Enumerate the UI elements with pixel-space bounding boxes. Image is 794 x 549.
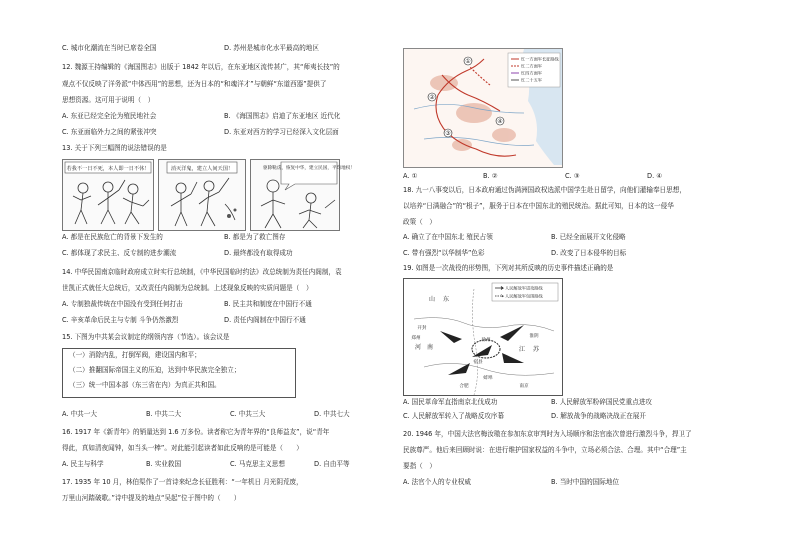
q16-line-2: 得此，真如清夜闻钟，如当头一棒”。对此能引起读者如此反响的是可能是（ ） [62,444,303,452]
q14-line-2: 世凯正式就任大总统后，又改责任内阁制为总统制。上述现象反映的实质问题是（ ） [62,284,313,292]
program-box [62,348,296,398]
q12-line-3: 思想资源。这可用于说明（ ） [62,96,155,104]
q18-option-b: B. 已经全面展开文化侵略 [551,233,626,241]
map-legend-2: 红二方面军 [521,63,542,69]
long-march-map [403,48,563,168]
q12-line-2: 观点不仅反映了洋务派“中体西用”的思想，还为日本的“和魂洋才”与朝鲜“东道西器”提供了 [62,80,327,88]
q18-option-d: D. 改变了日本侵华的目标 [551,249,627,257]
q16-option-b: B. 实业救国 [146,460,182,468]
q14-option-d: D. 责任内阁制在中国行不通 [224,316,306,324]
cartoon-caption-3: 驱除鞑虏，恢复中华，建立民国，平均地权！ [263,166,355,171]
q19-option-d: D. 解放战争的战略决战正在展开 [551,412,646,420]
q14-option-b: B. 民主共和制度在中国行不通 [224,300,312,308]
q16-option-d: D. 自由平等 [314,460,350,468]
label-shan: 山 [428,296,436,303]
q16-option-a: A. 民主与科学 [62,460,104,468]
program-item-2: （二）推翻国际帝国主义的压迫，达到中华民族完全独立； [69,366,241,374]
q14-line-1: 14. 中华民国南京临时政府成立时实行总统制，《中华民国临时约法》改总统制为责任内阁制，袁 [62,268,342,276]
program-item-3: （三）统一中国本部（东三省在内）为真正共和国。 [69,381,221,389]
svg-text:③: ③ [445,130,451,138]
q12-option-d: D. 东亚对西方的学习已经深入文化层面 [224,128,339,136]
svg-text:④: ④ [497,118,503,126]
city-bengbu: 蚌埠 [483,376,493,381]
q19-option-a: A. 国民革命军直指南京北伐成功 [403,398,498,406]
cartoon-caption-2: 消灭洋鬼，建立人间天国！ [170,166,234,172]
svg-text:①: ① [465,58,471,66]
q18-option-a: A. 确立了在中国东北 殖民占领 [403,233,493,241]
label-he: 河 [414,344,422,351]
label-nan: 南 [426,344,434,351]
program-item-1: （一）消除内乱，打倒军阀，建设国内和平； [69,351,201,359]
q13-option-c: C. 都体现了求民主、反专制的进步潮流 [62,249,177,257]
battle-map [403,278,563,396]
q17-option-c: C. ③ [565,172,580,180]
q19-stem: 19. 如图是一次战役的形势图，下列对其所反映的历史事件描述正确的是 [403,264,614,272]
q18-option-c: C. 带有强烈“以华制华”色彩 [403,249,485,257]
q17-option-a: A. ① [403,172,418,180]
battle-legend-2: 人民解放军包围路线 [505,293,543,299]
label-dong: 东 [442,296,450,303]
q20-line-3: 要指（ ） [403,462,436,470]
cartoon-1911 [250,159,355,231]
q13-stem: 13. 关于下列三幅图的说法错误的是 [62,144,167,152]
svg-text:②: ② [429,94,435,102]
cartoon-boxer [62,159,154,231]
city-hefei: 合肥 [459,384,469,389]
q15-option-c: C. 中共三大 [230,410,266,418]
q18-line-1: 18. 九一八事变以后，日本政府通过伪满洲国政权选派中国学生赴日留学，向他们灌输奉日思想， [403,186,686,194]
city-suxian: 宿县 [473,360,483,365]
q20-line-1: 20. 1946 年，中国大法官梅汝璈在参加东京审判时为入场顺序和法官座次曾进行激烈斗争，捍卫了 [403,430,692,438]
city-huaiyin: 淮阴 [529,334,539,339]
q15-stem: 15. 下图为中共某会议制定的纲领内容（节选）。该会议是 [62,333,230,341]
q20-line-2: 民族尊严。他后来回顾时说：在进行维护国家权益的斗争中，立场必须合法、合理。其中“合理”主 [403,446,687,454]
cartoon-taiping [158,159,246,231]
q14-option-a: A. 专制独裁传统在中国没有受到任何打击 [62,300,183,308]
q13-option-b: B. 都是为了救亡图存 [224,233,286,241]
map-legend-1: 红一方面军长征路线 [521,56,559,62]
q18-line-3: 政策（ ） [403,218,436,226]
q20-option-b: B. 当时中国的国际地位 [551,478,620,486]
q15-option-b: B. 中共二大 [146,410,182,418]
q17-line-1: 17. 1935 年 10 月，林伯渠作了一首诗来纪念长征胜利：“一年机日 月光阴荒废， [62,478,303,486]
q11-option-d: D. 苏州是城市化水平最高的地区 [224,44,319,52]
q17-line-2: 万里山河踏破歌。”诗中提及的地点“吴起”位于图中的（ ） [62,494,241,502]
q16-option-c: C. 马克思主义思想 [230,460,285,468]
q19-option-c: C. 人民解放军转入了战略反攻序幕 [403,412,505,420]
q20-option-a: A. 法官个人的专业权威 [403,478,471,486]
q11-option-c: C. 城市化潮流在当时已席卷全国 [62,44,157,52]
q18-line-2: 以培养“日满融合”的“根子”，服务于日本在中国东北的殖民统治。据此可知，日本的这一侵华 [403,202,674,210]
q12-option-c: C. 东亚面临外力之间的紧张冲突 [62,128,157,136]
q12-option-a: A. 东亚已经完全沦为殖民地社会 [62,112,157,120]
q14-option-c: C. 辛亥革命后民主与专制 斗争仍然激烈 [62,316,179,324]
q15-option-d: D. 中共七大 [314,410,350,418]
cartoon-caption-1: 若我不一日不死，本人即一日不休！ [66,166,150,172]
q15-option-a: A. 中共一大 [62,410,97,418]
q17-option-b: B. ② [483,172,498,180]
battle-legend-1: 人民解放军进攻路线 [505,285,543,291]
q12-line-1: 12. 魏源王持编辑的《海国图志》出版于 1842 年以后，在东亚地区流传甚广，其“师夷长技”的 [62,63,340,71]
q16-line-1: 16. 1917 年《新青年》的销量达到 1.6 万多份。读者称它为青年界的“良师益友”，说“青年 [62,428,330,436]
city-xuzhou: 徐州 [481,338,491,343]
q13-option-a: A. 都是在民族危亡的背景下发生的 [62,233,163,241]
city-kaifeng: 开封 [417,326,427,331]
q17-option-d: D. ④ [647,172,663,180]
city-zhengzhou: 郑州 [411,336,421,341]
q13-option-d: D. 最终都没有取得成功 [224,249,293,257]
q19-option-b: B. 人民解放军粉碎国民党重点进攻 [551,398,653,406]
label-su: 苏 [532,346,540,353]
city-nanjing: 南京 [519,384,529,389]
q12-option-b: B. 《海国图志》启迪了东亚地区 近代化 [224,112,341,120]
map-legend-4: 红二十五军 [521,77,542,83]
map-legend-3: 红四方面军 [521,70,542,76]
label-jiang: 江 [518,346,526,353]
